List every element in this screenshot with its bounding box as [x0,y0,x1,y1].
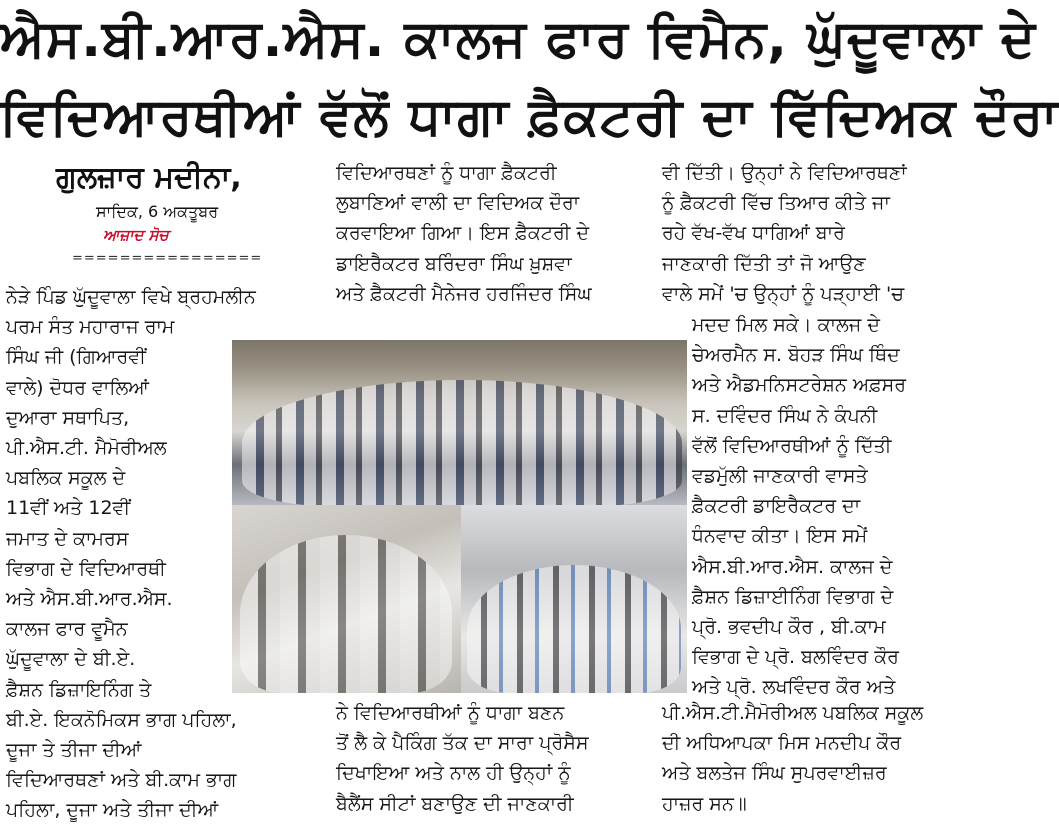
article-line: ਪ੍ਰੋ. ਭਵਦੀਪ ਕੌਰ , ਬੀ.ਕਾਮ [692,616,886,639]
article-line: ਦੀ ਅਧਿਆਪਕਾ ਮਿਸ ਮਨਦੀਪ ਕੌਰ [662,732,902,755]
article-line: ਮਦਦ ਮਿਲ ਸਕੇ। ਕਾਲਜ ਦੇ [692,314,880,336]
article-line: ਵਡਮੁੱਲੀ ਜਾਣਕਾਰੀ ਵਾਸਤੇ [692,465,868,488]
article-line: ਐਸ.ਬੀ.ਆਰ.ਐਸ. ਕਾਲਜ ਦੇ [692,555,893,578]
article-line: ਅਤੇ ਐਡਮਨਿਸਟਰੇਸ਼ਨ ਅਫ਼ਸਰ [692,374,907,397]
article-line: ਸਿੰਘ ਜੀ (ਗਿਆਰਵੀਂ [6,346,146,369]
headline-line-1: ਐਸ.ਬੀ.ਆਰ.ਐਸ. ਕਾਲਜ ਫਾਰ ਵਿਮੈਨ, ਘੁੱਦੂਵਾਲਾ ਦੇ [0,9,1037,69]
article-line: ਵਾਲੇ) ਦੋਧਰ ਵਾਲਿਆਂ [6,376,150,399]
byline-rule: ================ [72,251,263,266]
article-line: ਫ਼ੈਕਟਰੀ ਡਾਇਰੈਕਟਰ ਦਾ [692,495,861,518]
article-line: ਪਰਮ ਸੰਤ ਮਹਾਰਾਜ ਰਾਮ [6,316,175,339]
article-line: ਰਹੇ ਵੱਖ-ਵੱਖ ਧਾਗਿਆਂ ਬਾਰੇ [662,222,845,245]
article-line: ਵੀ ਦਿੱਤੀ। ਉਨ੍ਹਾਂ ਨੇ ਵਿਦਿਆਰਥਣਾਂ [662,162,907,184]
article-line: ਦੁਆਰਾ ਸਥਾਪਿਤ, [6,406,130,429]
article-line: ਤੋਂ ਲੈ ਕੇ ਪੈਕਿੰਗ ਤੱਕ ਦਾ ਸਾਰਾ ਪ੍ਰੋਸੈਸ [336,732,589,755]
students-in-factory-photo [461,505,687,693]
article-line: ਹਾਜ਼ਰ ਸਨ॥ [662,792,747,815]
newspaper-brand: ਆਜ਼ਾਦ ਸੋਚ [103,226,169,244]
article-column-right-mid [692,310,976,703]
article-line: ਵੱਲੋਂ ਵਿਦਿਆਰਥੀਆਂ ਨੂੰ ਦਿੱਤੀ [692,434,892,457]
article-column-right-bottom [662,698,976,819]
article-line: ਵਾਲੇ ਸਮੇਂ 'ਚ ਉਨ੍ਹਾਂ ਨੂੰ ਪੜ੍ਹਾਈ 'ਚ [662,282,905,305]
article-line: ਧੰਨਵਾਦ ਕੀਤਾ। ਇਸ ਸਮੇਂ [692,525,868,548]
article-line: ਅਤੇ ਪ੍ਰੋ. ਲਖਵਿੰਦਰ ਕੌਰ ਅਤੇ [692,676,896,699]
article-line: ਵਿਦਿਆਰਥਣਾਂ ਨੂੰ ਧਾਗਾ ਫ਼ੈਕਟਰੀ [336,162,557,184]
article-column-left [6,282,256,826]
article-line: ਫ਼ੈਸ਼ਨ ਡਿਜ਼ਾਇਨਿੰਗ ਤੇ [6,678,152,701]
article-line: ਅਤੇ ਬਲਤੇਜ ਸਿੰਘ ਸੁਪਰਵਾਈਜ਼ਰ [662,762,887,785]
article-line: ਕਾਲਜ ਫਾਰ ਵੂਮੈਨ [6,618,128,641]
article-line: ਅਤੇ ਫ਼ੈਕਟਰੀ ਮੈਨੇਜਰ ਹਰਜਿੰਦਰ ਸਿੰਘ [336,282,592,305]
article-line: ਲੁਬਾਣਿਆਂ ਵਾਲੀ ਦਾ ਵਿਦਿਅਕ ਦੌਰਾ [336,192,580,215]
group-photo-factory-visit [232,340,687,506]
headline-line-2: ਵਿਦਿਆਰਥੀਆਂ ਵੱਲੋਂ ਧਾਗਾ ਫ਼ੈਕਟਰੀ ਦਾ ਵਿੱਦਿਅਕ ਦੌਰਾ [0,87,1059,147]
article-line: ਫ਼ੈਸ਼ਨ ਡਿਜ਼ਾਈਨਿੰਗ ਵਿਭਾਗ ਦੇ [692,585,894,608]
article-line: ਪਬਲਿਕ ਸਕੂਲ ਦੇ [6,467,126,490]
article-line: ਪਹਿਲਾ, ਦੂਜਾ ਅਤੇ ਤੀਜਾ ਦੀਆਂ [6,799,219,822]
dateline: ਸਾਦਿਕ, 6 ਅਕਤੂਬਰ [96,202,219,221]
article-line: ਵਿਦਿਆਰਥਣਾਂ ਅਤੇ ਬੀ.ਕਾਮ ਭਾਗ [6,769,237,792]
article-line: ਪੀ.ਐਸ.ਟੀ.ਮੈਮੋਰੀਅਲ ਪਬਲਿਕ ਸਕੂਲ [662,702,924,724]
students-closeup-photo [232,505,461,693]
article-line: ਘੁੱਦੂਵਾਲਾ ਦੇ ਬੀ.ਏ. [6,648,136,671]
article-column-right-top [662,158,976,309]
article-column-middle-bottom [336,698,654,819]
article-line: ਦਿਖਾਇਆ ਅਤੇ ਨਾਲ ਹੀ ਉਨ੍ਹਾਂ ਨੂੰ [336,762,571,785]
article-line: ਨੇ ਵਿਦਿਆਰਥੀਆਂ ਨੂੰ ਧਾਗਾ ਬਣਨ [336,702,565,724]
article-line: ਵਿਭਾਗ ਦੇ ਪ੍ਰੋ. ਬਲਵਿੰਦਰ ਕੌਰ [692,646,899,669]
article-line: ਚੇਅਰਮੈਨ ਸ. ਬੋਹੜ ਸਿੰਘ ਥਿੰਦ [692,344,900,367]
article-line: ਵਿਭਾਗ ਦੇ ਵਿਦਿਆਰਥੀ [6,557,166,580]
byline-author: ਗੁਲਜ਼ਾਰ ਮਦੀਨਾ, [56,160,242,195]
article-line: ਸ. ਦਵਿੰਦਰ ਸਿੰਘ ਨੇ ਕੰਪਨੀ [692,404,878,427]
article-line: ਬੈਲੈਂਸ ਸੀਟਾਂ ਬਣਾਉਣ ਦੀ ਜਾਣਕਾਰੀ [336,792,574,815]
article-line: ਕਰਵਾਇਆ ਗਿਆ। ਇਸ ਫ਼ੈਕਟਰੀ ਦੇ [336,222,590,245]
article-line: ਪੀ.ਐਸ.ਟੀ. ਮੈਮੋਰੀਅਲ [6,437,167,460]
article-line: 11ਵੀਂ ਅਤੇ 12ਵੀਂ [6,497,131,520]
article-line: ਡਾਇਰੈਕਟਰ ਬਰਿੰਦਰਾ ਸਿੰਘ ਖ਼ੁਸ਼ਵਾ [336,252,572,275]
article-line: ਨੇੜੇ ਪਿੰਡ ਘੁੱਦੂਵਾਲਾ ਵਿਖੇ ਬ੍ਰਹਮਲੀਨ [6,286,256,308]
article-line: ਦੂਜਾ ਤੇ ਤੀਜਾ ਦੀਆਂ [6,739,142,762]
article-line: ਜਾਣਕਾਰੀ ਦਿੱਤੀ ਤਾਂ ਜੋ ਆਉਣ [662,252,866,275]
article-line: ਬੀ.ਏ. ਇਕਨੋਮਿਕਸ ਭਾਗ ਪਹਿਲਾ, [6,708,237,731]
article-line: ਨੂੰ ਫ਼ੈਕਟਰੀ ਵਿੱਚ ਤਿਆਰ ਕੀਤੇ ਜਾ [662,192,890,215]
article-line: ਜਮਾਤ ਦੇ ਕਾਮਰਸ [6,527,129,550]
article-column-middle-top [336,158,654,309]
article-line: ਅਤੇ ਐਸ.ਬੀ.ਆਰ.ਐਸ. [6,588,173,611]
